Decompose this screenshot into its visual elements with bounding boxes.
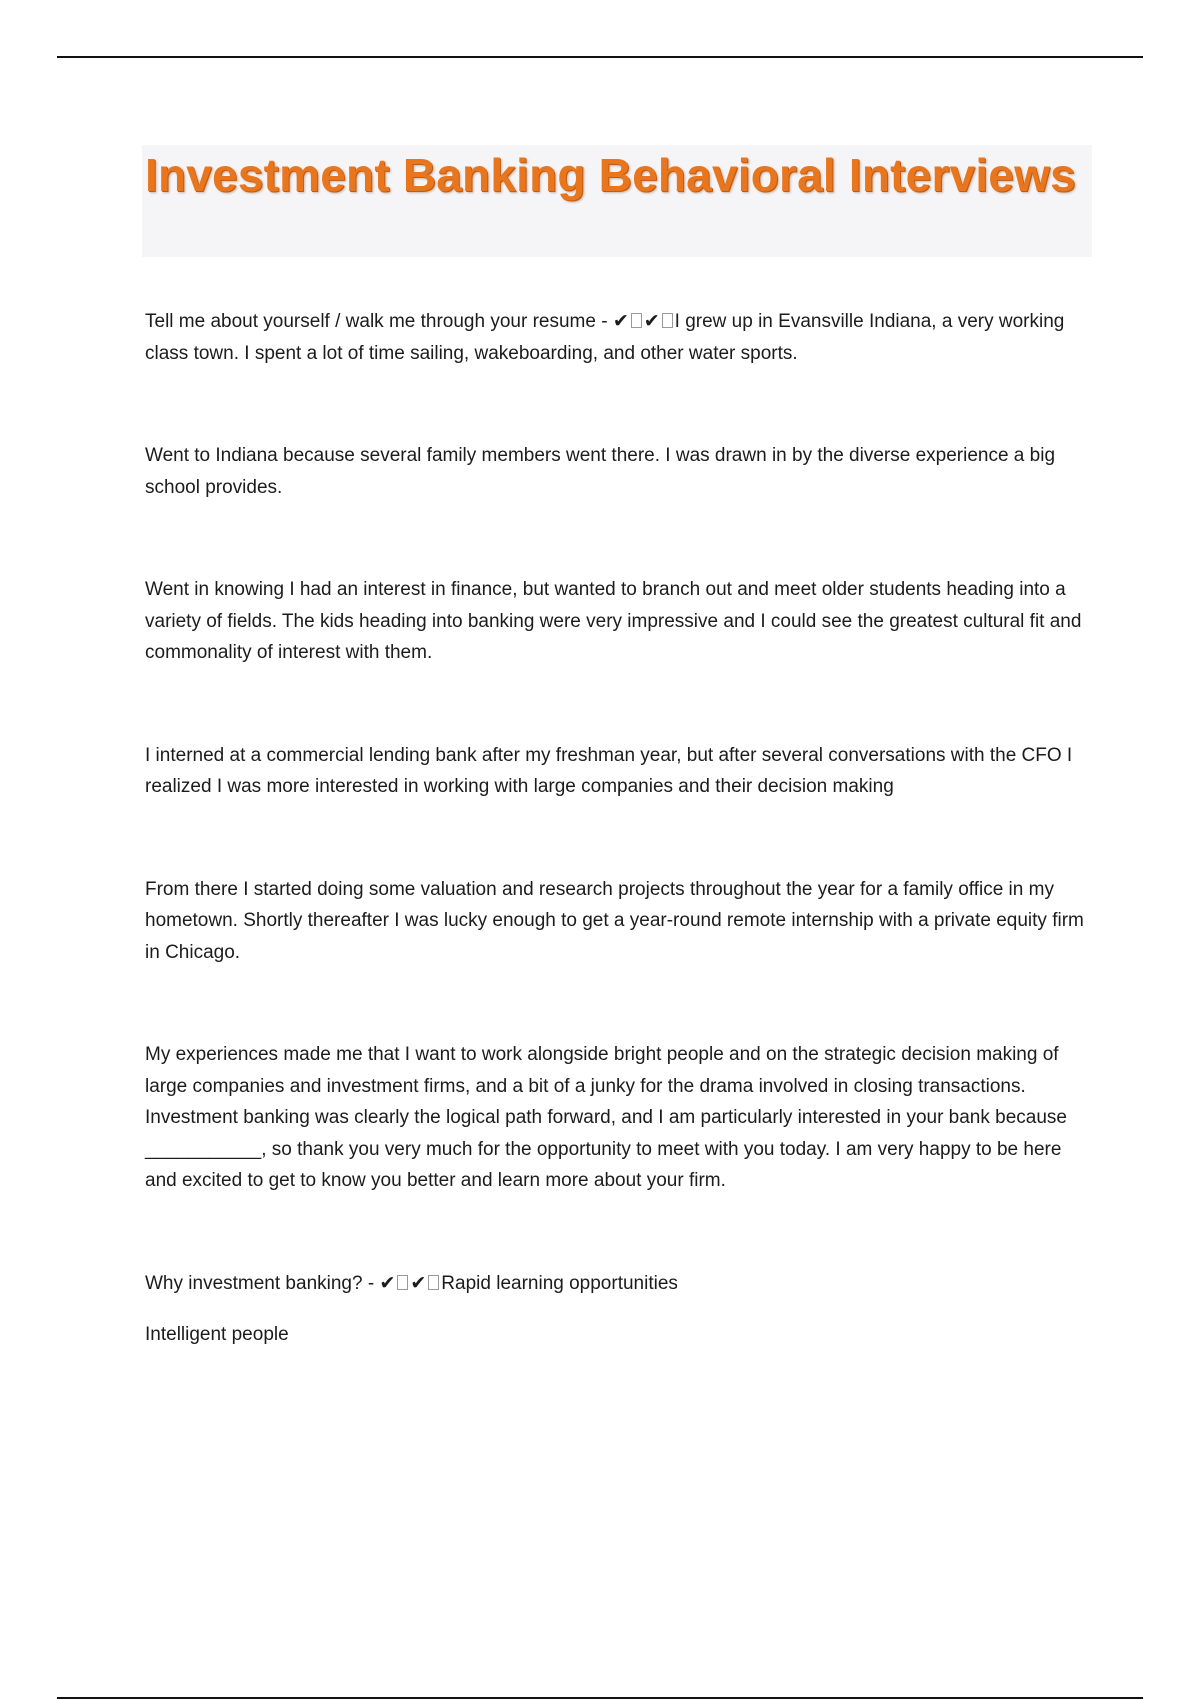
- qa-item-2: [145, 1268, 1095, 1300]
- answer-text: I grew up in Evansville Indiana, a very working class town. I spent a lot of time sailing, wakeboarding, and other water sports.: [145, 311, 1065, 364]
- answer-text: Rapid learning opportunities: [441, 1272, 678, 1294]
- check-icon: ✔: [379, 1271, 396, 1294]
- paragraph: Went in knowing I had an interest in finance, but wanted to branch out and meet older students heading into a variety of fields. The kids heading into banking were very impressive and I could see the greatest cultural fit and commonality of interest with them.: [145, 579, 1082, 663]
- qa-item-1: [145, 306, 1095, 369]
- document-body: [145, 306, 1095, 1351]
- paragraph: Went to Indiana because several family members went there. I was drawn in by the diverse experience a big school provides.: [145, 445, 1056, 498]
- box-icon: [662, 313, 673, 328]
- box-icon: [428, 1275, 439, 1290]
- question-text: Tell me about yourself / walk me through your resume -: [145, 311, 613, 332]
- check-icon: ✔: [410, 1271, 427, 1294]
- box-icon: [397, 1275, 408, 1290]
- paragraph: From there I started doing some valuation and research projects throughout the year for a family office in my hometown. Shortly thereafter I was lucky enough to get a year-round remote internship with a private equity firm in Chicago.: [145, 878, 1084, 963]
- answer-line: Intelligent people: [145, 1324, 289, 1345]
- document-title: Investment Banking Behavioral Interviews: [145, 149, 1076, 201]
- paragraph: I interned at a commercial lending bank after my freshman year, but after several conversations with the CFO I realized I was more interested in working with large companies and their decision making: [145, 744, 1073, 797]
- check-icon: ✔: [643, 310, 660, 332]
- bottom-rule: [57, 1697, 1143, 1699]
- question-text: Why investment banking? -: [145, 1272, 380, 1294]
- check-icon: ✔: [612, 310, 629, 332]
- box-icon: [631, 313, 642, 328]
- paragraph: My experiences made me that I want to work alongside bright people and on the strategic decision making of large companies and investment firms, and a bit of a junky for the drama involved in closing transactions. Investment banking was clearly the logical path forward, and I am particularly interested in your bank because ___________, so thank you very much for the opportunity to meet with you today. I am very happy to be here and excited to get to know you better and learn more about your firm.: [145, 1044, 1067, 1191]
- top-rule: [57, 56, 1143, 58]
